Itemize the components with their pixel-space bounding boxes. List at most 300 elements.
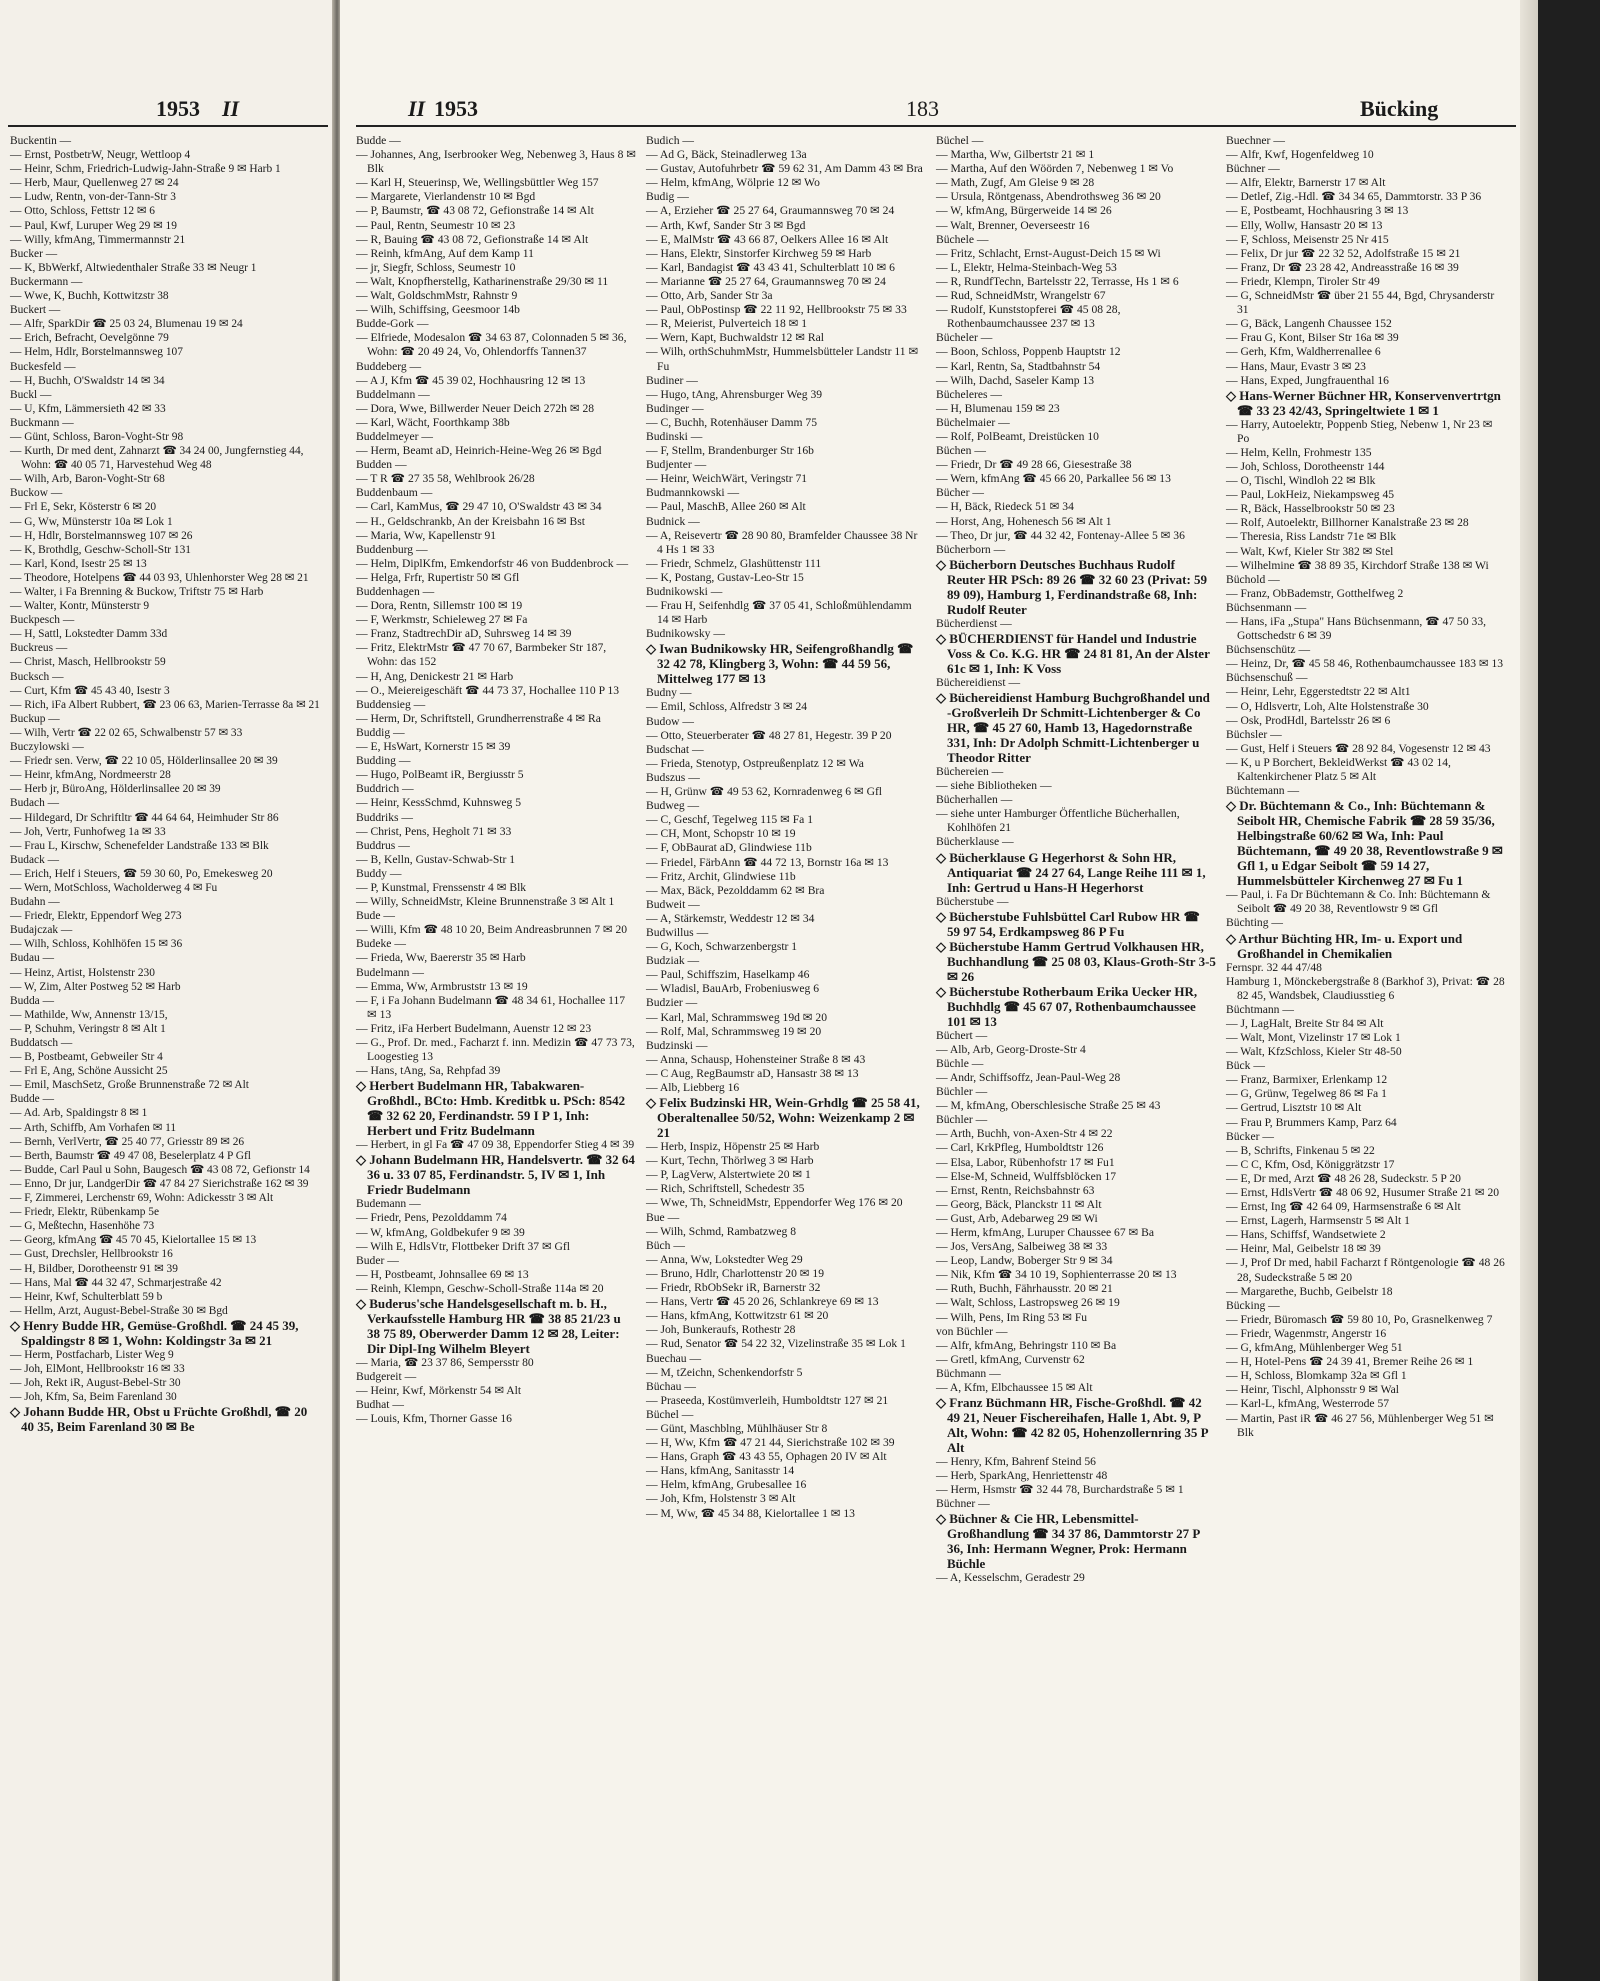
- left-entry: — Ad. Arb, Spaldingstr 8 ✉ 1: [10, 1107, 148, 1120]
- directory-entry: — R, Bauing ☎ 43 08 72, Gefionstraße 14 ✉ Alt: [356, 232, 589, 246]
- directory-entry: Buechau —: [646, 1351, 702, 1365]
- directory-entry: — Karl, Wächt, Foorthkamp 38b: [356, 415, 510, 429]
- directory-entry: Buddensieg —: [356, 697, 426, 711]
- directory-entry: ◇ Herbert Budelmann HR, Tabakwaren-Großhdl., BCto: Hmb. Kreditbk u. PSch: 8542 ☎ 32 62 20, Ferdinandstr. 59 I P 1, Inh: Herbert und Fritz Budelmann: [356, 1078, 626, 1139]
- directory-entry: — W, kfmAng, Goldbekufer 9 ✉ 39: [356, 1225, 525, 1239]
- directory-entry: — A, Erzieher ☎ 25 27 64, Graumannsweg 70 ✉ 24: [646, 204, 895, 218]
- directory-entry: von Büchler —: [936, 1324, 1008, 1338]
- directory-entry: Budow —: [646, 714, 694, 728]
- directory-entry: Buddelmann —: [356, 387, 430, 401]
- directory-entry: Büchmann —: [936, 1366, 1001, 1380]
- directory-entry: — E, HsWart, Kornerstr 15 ✉ 39: [356, 740, 511, 754]
- left-entry: — Kurth, Dr med dent, Zahnarzt ☎ 34 24 00, Jungfernstieg 44, Wohn: ☎ 40 05 71, Harvestehud Weg 48: [10, 445, 304, 472]
- left-entry: Buckup —: [10, 712, 60, 725]
- directory-entry: ◇ Büchner & Cie HR, Lebensmittel-Großhandlung ☎ 34 37 86, Dammtorstr 27 P 36, Inh: Hermann Wegner, Prok: Hermann Büchle: [936, 1511, 1200, 1572]
- directory-entry: ◇ Arthur Büchting HR, Im- u. Export und Großhandel in Chemikalien: [1226, 930, 1463, 961]
- directory-entry: — H, Grünw ☎ 49 53 62, Kornradenweg 6 ✉ Gfl: [646, 785, 883, 799]
- left-entry: — Wern, MotSchloss, Wacholderweg 4 ✉ Fu: [10, 881, 218, 894]
- directory-entry: — Herbert, in gl Fa ☎ 47 09 38, Eppendorfer Stieg 4 ✉ 39: [356, 1138, 635, 1152]
- directory-entry: — Harry, Autoelektr, Poppenb Stieg, Nebenw 1, Nr 23 ✉ Po: [1226, 417, 1493, 445]
- directory-entry: — Friedr, Wagenmstr, Angerstr 16: [1226, 1326, 1387, 1340]
- directory-entry: — B, Schrifts, Finkenau 5 ✉ 22: [1226, 1143, 1375, 1157]
- directory-entry: — Margarethe, Buchb, Geibelstr 18: [1226, 1284, 1393, 1298]
- directory-entry: — H, Ang, Denickestr 21 ✉ Harb: [356, 669, 514, 683]
- directory-entry: — Emma, Ww, Armbruststr 13 ✉ 19: [356, 979, 528, 993]
- directory-entry: — jr, Siegfr, Schloss, Seumestr 10: [356, 260, 516, 274]
- left-page: [0, 0, 336, 1981]
- directory-entry: Budde-Gork —: [356, 317, 429, 331]
- left-entry: Buckmann —: [10, 416, 74, 429]
- directory-entry: Bücheler —: [936, 331, 993, 345]
- directory-entry: — Wladisl, BauArb, Frobeniusweg 6: [646, 982, 820, 996]
- directory-entry: Büchel —: [646, 1407, 694, 1421]
- left-entry: Budahn —: [10, 896, 60, 909]
- directory-entry: — Ernst, Rentn, Reichsbahnstr 63: [936, 1183, 1095, 1197]
- directory-entry: — G., Prof. Dr. med., Facharzt f. inn. Medizin ☎ 47 73 73, Loogestieg 13: [356, 1036, 635, 1064]
- page-number: 183: [906, 96, 939, 121]
- directory-entry: Bude —: [356, 909, 395, 923]
- directory-entry: — Hans, Vertr ☎ 45 20 26, Schlankreye 69 ✉ 13: [646, 1295, 879, 1309]
- directory-entry: — Maria, Ww, Kapellenstr 91: [356, 528, 497, 542]
- directory-entry: — Franz, Barmixer, Erlenkamp 12: [1226, 1073, 1388, 1087]
- left-entry: — Arth, Schiffb, Am Vorhafen ✉ 11: [10, 1121, 177, 1134]
- directory-entry: — Friedr, Pens, Pezolddamm 74: [356, 1211, 507, 1225]
- directory-entry: — Detlef, Zig.-Hdl. ☎ 34 34 65, Dammtorstr. 33 P 36: [1226, 190, 1482, 204]
- directory-entry: Büchner —: [936, 1497, 990, 1511]
- directory-entry: — Elfriede, Modesalon ☎ 34 63 87, Colonnaden 5 ✉ 36, Wohn: ☎ 20 49 24, Vo, Ohlendorffs Tannen37: [356, 331, 627, 359]
- directory-entry: Bücking —: [1226, 1298, 1280, 1312]
- directory-entry: — Gretl, kfmAng, Curvenstr 62: [936, 1352, 1085, 1366]
- left-entry: — H, Bildber, Dorotheenstr 91 ✉ 39: [10, 1262, 178, 1275]
- left-entry: Buckentin —: [10, 135, 72, 147]
- directory-entry: Budszus —: [646, 770, 700, 784]
- directory-entry: — CH, Mont, Schopstr 10 ✉ 19: [646, 827, 796, 841]
- directory-entry: — M, Ww, ☎ 45 34 88, Kielortallee 1 ✉ 13: [646, 1506, 855, 1520]
- directory-entry: Budweg —: [646, 799, 700, 813]
- left-entry: Buckermann —: [10, 275, 83, 288]
- left-entry: — B, Postbeamt, Gebweiler Str 4: [10, 1051, 163, 1064]
- directory-entry: — Wern, Kapt, Buchwaldstr 12 ✉ Ral: [646, 331, 824, 345]
- left-entry: Budajczak —: [10, 924, 73, 937]
- left-entry: — Hildegard, Dr Schriftltr ☎ 44 64 64, Heimhuder Str 86: [10, 811, 279, 824]
- directory-entry: — K, u P Borchert, BekleidWerkst ☎ 43 02 14, Kaltenkirchener Platz 5 ✉ Alt: [1226, 755, 1451, 784]
- directory-entry: Büchsenschütz —: [1226, 643, 1311, 657]
- left-entry: — Budde, Carl Paul u Sohn, Baugesch ☎ 43 08 72, Gefionstr 14: [10, 1163, 310, 1176]
- directory-entry: — G, Koch, Schwarzenbergstr 1: [646, 940, 798, 954]
- left-header-year: 1953: [156, 96, 200, 121]
- directory-entry: — Wwe, Th, SchneidMstr, Eppendorfer Weg 176 ✉ 20: [646, 1196, 903, 1210]
- directory-entry: — A J, Kfm ☎ 45 39 02, Hochhausring 12 ✉ 13: [356, 373, 586, 387]
- directory-entry: Bück —: [1226, 1059, 1265, 1073]
- right-header-part: II: [408, 96, 426, 121]
- left-entry: — Frl E, Sekr, Kösterstr 6 ✉ 20: [10, 501, 157, 514]
- directory-entry: — Gertrud, Lisztstr 10 ✉ Alt: [1226, 1101, 1362, 1115]
- left-entry: Budack —: [10, 853, 60, 866]
- directory-entry: Buddrus —: [356, 838, 410, 852]
- directory-entry: — Jos, VersAng, Salbeiweg 38 ✉ 33: [936, 1240, 1108, 1254]
- directory-entry: — Frau G, Kont, Bilser Str 16a ✉ 39: [1226, 331, 1399, 345]
- directory-entry: — Günt, Maschblng, Mühlhäuser Str 8: [646, 1421, 828, 1435]
- directory-entry: Hamburg 1, Mönckebergstraße 8 (Barkhof 3), Privat: ☎ 28 82 45, Wandsbek, Claudiusstieg 6: [1226, 974, 1505, 1002]
- directory-entry: ◇ Franz Büchmann HR, Fische-Großhdl. ☎ 42 49 21, Neuer Fischereihafen, Halle 1, Abt. 9, P Alt, Wohn: ☎ 42 82 05, Hohenzollernring 35 P Alt: [936, 1395, 1208, 1456]
- directory-entry: — Arth, Buchh, von-Axen-Str 4 ✉ 22: [936, 1127, 1113, 1141]
- directory-entry: — Dora, Wwe, Billwerder Neuer Deich 272h ✉ 28: [356, 401, 595, 415]
- directory-entry: — Heinr, Tischl, Alphonsstr 9 ✉ Wal: [1226, 1383, 1400, 1397]
- left-entry: Buddatsch —: [10, 1037, 73, 1049]
- directory-entry: — Gust, Arb, Adebarweg 29 ✉ Wi: [936, 1211, 1098, 1225]
- directory-entry: — Theo, Dr jur, ☎ 44 32 42, Fontenay-Allee 5 ✉ 36: [936, 528, 1185, 542]
- directory-entry: — Walt, KfzSchloss, Kieler Str 48-50: [1226, 1045, 1402, 1059]
- directory-entry: — Frau P, Brummers Kamp, Parz 64: [1226, 1115, 1397, 1129]
- directory-entry: — Hans, Schiffsf, Wandsetwiete 2: [1226, 1228, 1386, 1242]
- directory-entry: — Franz, StadtrechDir aD, Suhrsweg 14 ✉ 39: [356, 627, 572, 641]
- directory-entry: — H, Hotel-Pens ☎ 24 39 41, Bremer Reihe 26 ✉ 1: [1226, 1355, 1474, 1369]
- directory-entry: — Joh, Bunkeraufs, Rothestr 28: [646, 1323, 796, 1337]
- directory-entry: — Walt, Kwf, Kieler Str 382 ✉ Stel: [1226, 544, 1394, 558]
- directory-entry: ◇ Felix Budzinski HR, Wein-Grhdlg ☎ 25 58 41, Oberaltenallee 50/52, Wohn: Weizenkamp 2 ✉ 21: [646, 1095, 920, 1141]
- directory-entry: — L, Elektr, Helma-Steinbach-Weg 53: [936, 260, 1117, 274]
- directory-entry: — J, LagHalt, Breite Str 84 ✉ Alt: [1226, 1016, 1384, 1030]
- directory-entry: Büchner —: [1226, 162, 1280, 176]
- directory-entry: ◇ Hans-Werner Büchner HR, Konservenvertrtgn ☎ 33 23 42/43, Springeltwiete 1 ✉ 1: [1226, 387, 1501, 418]
- left-entry: — Ludw, Rentn, von-der-Tann-Str 3: [10, 191, 176, 204]
- directory-entry: Budich —: [646, 134, 694, 147]
- directory-entry: — Anna, Schausp, Hohensteiner Straße 8 ✉ 43: [646, 1052, 866, 1066]
- directory-entry: — Frieda, Stenotyp, Ostpreußenplatz 12 ✉ Wa: [646, 756, 864, 770]
- directory-entry: — Fritz, Schlacht, Ernst-August-Deich 15 ✉ Wi: [936, 246, 1161, 260]
- directory-entry: — F, i Fa Johann Budelmann ☎ 48 34 61, Hochallee 117 ✉ 13: [356, 993, 626, 1021]
- directory-entry: — Paul, i. Fa Dr Büchtemann & Co. Inh: Büchtemann & Seibolt ☎ 49 20 38, Reventlowstr 9 ✉ Gfl: [1226, 888, 1491, 916]
- directory-entry: Bücherborn —: [936, 542, 1006, 556]
- left-entry: — Heinr, Kwf, Schulterblatt 59 b: [10, 1290, 163, 1303]
- directory-entry: — H, Schloss, Blomkamp 32a ✉ Gfl 1: [1226, 1369, 1407, 1383]
- directory-entry: Budnikowski —: [646, 585, 723, 598]
- directory-entry: — Heinz, Dr, ☎ 45 58 46, Rothenbaumchaussee 183 ✉ 13: [1226, 657, 1504, 671]
- left-entry: Buckesfeld —: [10, 360, 76, 373]
- left-entry: — Walter, Kontr, Münsterstr 9: [10, 600, 150, 613]
- left-entry: — Theodore, Hotelpens ☎ 44 03 93, Uhlenhorster Weg 28 ✉ 21: [10, 571, 309, 584]
- directory-entry: — Andr, Schiffsoffz, Jean-Paul-Weg 28: [936, 1070, 1121, 1084]
- left-entry: — Wilh, Arb, Baron-Voght-Str 68: [10, 473, 165, 486]
- left-entry: — Herb, Maur, Quellenweg 27 ✉ 24: [10, 177, 179, 190]
- directory-entry: — P, LagVerw, Alstertwiete 20 ✉ 1: [646, 1168, 811, 1182]
- directory-entry: Budny —: [646, 686, 692, 700]
- directory-entry: Bücherstube —: [936, 894, 1009, 908]
- left-entry: Buckreus —: [10, 642, 68, 655]
- left-entry: — Frl E, Ang, Schöne Aussicht 25: [10, 1065, 168, 1078]
- directory-entry: Budding —: [356, 754, 411, 768]
- directory-entry: — Reinh, Klempn, Geschw-Scholl-Straße 114a ✉ 20: [356, 1281, 604, 1295]
- directory-entry: — Rich, Schriftstell, Schedestr 35: [646, 1182, 805, 1196]
- directory-entry: Büchsenschuß —: [1226, 671, 1308, 685]
- directory-entry: — C, Geschf, Tegelweg 115 ✉ Fa 1: [646, 813, 813, 827]
- left-entry: Budda —: [10, 994, 54, 1007]
- left-entry: — Heinr, kfmAng, Nordmeerstr 28: [10, 769, 171, 782]
- directory-entry: — A, Reisevertr ☎ 28 90 80, Bramfelder Chaussee 38 Nr 4 Hs 1 ✉ 33: [646, 528, 918, 556]
- directory-entry: — O, Hdlsvertr, Loh, Alte Holstenstraße 30: [1226, 699, 1429, 713]
- directory-entry: — G, Grünw, Tegelweg 86 ✉ Fa 1: [1226, 1087, 1387, 1101]
- left-entry: — Joh, Vertr, Funhofweg 1a ✉ 33: [10, 825, 166, 838]
- directory-entry: — Hans, Maur, Evastr 3 ✉ 23: [1226, 359, 1366, 373]
- directory-entry: Budmannkowski —: [646, 486, 740, 500]
- directory-entry: ◇ Bücherstube Rotherbaum Erika Uecker HR, Buchhdlg ☎ 45 67 07, Rothenbaumchaussee 101 ✉ 13: [936, 983, 1198, 1029]
- directory-entry: — Friedr, Dr ☎ 49 28 66, Giesestraße 38: [936, 458, 1132, 472]
- left-entry: — P, Schuhm, Veringstr 8 ✉ Alt 1: [10, 1022, 166, 1035]
- directory-entry: — A, Kesselschm, Geradestr 29: [936, 1571, 1085, 1585]
- directory-entry: — Rolf, Mal, Schrammsweg 19 ✉ 20: [646, 1024, 822, 1038]
- directory-entry: Budinger —: [646, 401, 704, 415]
- left-entry: Buckert —: [10, 304, 61, 317]
- directory-entry: Büchle —: [936, 1056, 984, 1070]
- left-entry: — Otto, Schloss, Fettstr 12 ✉ 6: [10, 205, 155, 218]
- directory-entry: Bücherdienst —: [936, 616, 1012, 630]
- directory-entry: Budziak —: [646, 954, 700, 968]
- directory-entry: — Alfr, Elektr, Barnerstr 17 ✉ Alt: [1226, 176, 1386, 190]
- left-entry: Budau —: [10, 952, 54, 965]
- directory-entry: — Helm, DiplKfm, Emkendorfstr 46 von Buddenbrock —: [356, 556, 629, 570]
- directory-entry: Buddenhagen —: [356, 585, 435, 598]
- directory-entry: — Friedr, Büromasch ☎ 59 80 10, Po, Grasnelkenweg 7: [1226, 1312, 1493, 1326]
- directory-entry: — R, Bäck, Hasselbrookstr 50 ✉ 23: [1226, 502, 1395, 516]
- right-column-2: [646, 134, 926, 1521]
- directory-entry: — Gerh, Kfm, Waldherrenallee 6: [1226, 345, 1381, 359]
- directory-entry: Fernspr. 32 44 47/48: [1226, 960, 1322, 974]
- left-entry: — G, Ww, Münsterstr 10a ✉ Lok 1: [10, 515, 173, 528]
- directory-entry: Büchel —: [936, 134, 984, 147]
- left-entry: — Willy, kfmAng, Timmermannstr 21: [10, 233, 186, 246]
- directory-entry: Büch —: [646, 1238, 685, 1252]
- left-entry: — Joh, Kfm, Sa, Beim Farenland 30: [10, 1391, 177, 1404]
- left-entry: — Alfr, SparkDir ☎ 25 03 24, Blumenau 19 ✉ 24: [10, 318, 243, 331]
- directory-entry: — H, Blumenau 159 ✉ 23: [936, 401, 1060, 415]
- directory-entry: — Hans, iFa „Stupa" Hans Büchsenmann, ☎ 47 50 33, Gottschedstr 6 ✉ 39: [1226, 615, 1487, 643]
- directory-entry: — Paul, Rentn, Seumestr 10 ✉ 23: [356, 218, 516, 232]
- directory-entry: — Nik, Kfm ☎ 34 10 19, Sophienterrasse 20 ✉ 13: [936, 1268, 1177, 1282]
- directory-entry: — Marianne ☎ 25 27 64, Graumannsweg 70 ✉ 24: [646, 274, 886, 288]
- directory-entry: — Karl, Bandagist ☎ 43 43 41, Schulterblatt 10 ✉ 6: [646, 260, 895, 274]
- directory-entry: — F, Werkmstr, Schieleweg 27 ✉ Fa: [356, 613, 528, 627]
- directory-entry: Bücheleres —: [936, 387, 1002, 401]
- directory-entry: — Emil, Schloss, Alfredstr 3 ✉ 24: [646, 700, 808, 714]
- left-entry: — F, Zimmerei, Lerchenstr 69, Wohn: Adickesstr 3 ✉ Alt: [10, 1192, 274, 1205]
- directory-entry: — Georg, Bäck, Planckstr 11 ✉ Alt: [936, 1197, 1102, 1211]
- directory-entry: — Fritz, ElektrMstr ☎ 47 70 67, Barmbeker Str 187, Wohn: das 152: [356, 641, 607, 669]
- left-entry: — Berth, Baumstr ☎ 49 47 08, Beselerplatz 4 P Gfl: [10, 1149, 251, 1162]
- directory-entry: — Wilh, Pens, Im Ring 53 ✉ Fu: [936, 1310, 1088, 1324]
- directory-entry: — Friedel, FärbAnn ☎ 44 72 13, Bornstr 16a ✉ 13: [646, 855, 889, 869]
- left-entry: — Enno, Dr jur, LandgerDir ☎ 47 84 27 Sierichstraße 162 ✉ 39: [10, 1177, 309, 1190]
- directory-entry: — Wilh, Schiffsing, Geesmoor 14b: [356, 303, 520, 317]
- left-entry: — H, Hdlr, Borstelmannsweg 107 ✉ 26: [10, 529, 193, 542]
- right-column-3: [936, 134, 1216, 1586]
- left-entry: — H, Sattl, Lokstedter Damm 33d: [10, 628, 168, 641]
- left-entry: — Wilh, Vertr ☎ 22 02 65, Schwalbenstr 57 ✉ 33: [10, 726, 243, 739]
- directory-entry: — Fritz, Archit, Glindwiese 11b: [646, 869, 796, 883]
- directory-entry: — Ernst, HdlsVertr ☎ 48 06 92, Husumer Straße 21 ✉ 20: [1226, 1186, 1500, 1199]
- directory-entry: Büchau —: [646, 1379, 696, 1393]
- directory-entry: — Friedr, Klempn, Tiroler Str 49: [1226, 274, 1380, 288]
- directory-entry: — F, Schloss, Meisenstr 25 Nr 415: [1226, 232, 1389, 246]
- directory-entry: — F, ObBaurat aD, Glindwiese 11b: [646, 841, 812, 855]
- directory-entry: ◇ Dr. Büchtemann & Co., Inh: Büchtemann & Seibolt HR, Chemische Fabrik ☎ 28 59 35/36, Helbingstraße 60/62 ✉ Wa, Inh: Paul Büchtemann, ☎ 49 20 38, Reventlowstraße 9 ✉ Gfl 1, u Edgar Seibolt ☎ 59 14 27, Hummelsbütteler Kirchenweg 27 ✉ Fu 1: [1226, 798, 1503, 889]
- directory-entry: — Wilh E, HdlsVtr, Flottbeker Drift 37 ✉ Gfl: [356, 1239, 571, 1253]
- directory-entry: — Ursula, Röntgenass, Abendrothsweg 36 ✉ 20: [936, 190, 1161, 204]
- directory-entry: — C C, Kfm, Osd, Königgrätzstr 17: [1226, 1157, 1395, 1171]
- directory-entry: Buder —: [356, 1253, 399, 1267]
- directory-entry: — Leop, Landw, Boberger Str 9 ✉ 34: [936, 1254, 1113, 1268]
- directory-entry: Büchold —: [1226, 572, 1280, 586]
- right-column-4: [1226, 134, 1506, 1440]
- directory-entry: — Alb, Arb, Georg-Droste-Str 4: [936, 1042, 1086, 1056]
- right-page: [340, 0, 1538, 1981]
- right-header-rule: [356, 125, 1516, 127]
- directory-entry: — Karl H, Steuerinsp, We, Wellingsbüttler Weg 157: [356, 176, 599, 190]
- directory-entry: — Hans, Graph ☎ 43 43 55, Ophagen 20 IV ✉ Alt: [646, 1450, 887, 1464]
- left-entry: — Herb jr, BüroAng, Hölderlinsallee 20 ✉ 39: [10, 783, 221, 796]
- directory-entry: — Christ, Pens, Hegholt 71 ✉ 33: [356, 824, 512, 838]
- left-entry: — U, Kfm, Lämmersieth 42 ✉ 33: [10, 402, 166, 415]
- directory-entry: — Heinr, WeichWärt, Veringstr 71: [646, 472, 808, 486]
- directory-entry: — Hans, Exped, Jungfrauenthal 16: [1226, 373, 1389, 387]
- directory-entry: Budnikowsky —: [646, 627, 725, 641]
- directory-entry: — Willy, SchneidMstr, Kleine Brunnenstraße 3 ✉ Alt 1: [356, 895, 615, 909]
- left-entry: — Hans, Mal ☎ 44 32 47, Schmarjestraße 42: [10, 1276, 222, 1289]
- directory-entry: — Felix, Dr jur ☎ 22 32 52, Adolfstraße 15 ✉ 21: [1226, 246, 1461, 260]
- directory-entry: — Hans, kfmAng, Sanitasstr 14: [646, 1464, 795, 1478]
- directory-entry: Büchtemann —: [1226, 784, 1300, 798]
- directory-entry: — Dora, Rentn, Sillemstr 100 ✉ 19: [356, 599, 523, 613]
- directory-entry: — Rolf, Autoelektr, Billhorner Kanalstraße 23 ✉ 28: [1226, 516, 1469, 530]
- directory-entry: — H, Ww, Kfm ☎ 47 21 44, Sierichstraße 102 ✉ 39: [646, 1436, 895, 1450]
- left-entry: — Helm, Hdlr, Borstelmannsweg 107: [10, 346, 183, 359]
- left-entry: — Wilh, Schloss, Kohlhöfen 15 ✉ 36: [10, 938, 183, 951]
- page-edge: [1520, 0, 1540, 1981]
- directory-entry: — Otto, Arb, Sander Str 3a: [646, 289, 773, 303]
- directory-entry: Büchtmann —: [1226, 1002, 1294, 1016]
- directory-entry: — Maria, ☎ 23 37 86, Sempersstr 80: [356, 1356, 534, 1370]
- directory-entry: — Else-M, Schneid, Wulffsblöcken 17: [936, 1169, 1117, 1183]
- directory-entry: ◇ BÜCHERDIENST für Handel und Industrie Voss & Co. K.G. HR ☎ 24 81 81, An der Alster 61c ✉ 1, Inh: K Voss: [936, 630, 1210, 676]
- directory-entry: — Osk, ProdHdl, Bartelsstr 26 ✉ 6: [1226, 713, 1391, 727]
- directory-entry: — E, MalMstr ☎ 43 66 87, Oelkers Allee 16 ✉ Alt: [646, 232, 889, 246]
- directory-entry: — E, Dr med, Arzt ☎ 48 26 28, Sudeckstr. 5 P 20: [1226, 1171, 1461, 1185]
- directory-entry: — F, Stellm, Brandenburger Str 16b: [646, 444, 814, 458]
- directory-entry: — C, Buchh, Rotenhäuser Damm 75: [646, 415, 817, 429]
- directory-entry: — Walt, Mont, Vizelinstr 17 ✉ Lok 1: [1226, 1030, 1401, 1044]
- directory-entry: — C Aug, RegBaumstr aD, Hansastr 38 ✉ 13: [646, 1066, 859, 1080]
- directory-entry: — Herm, Beamt aD, Heinrich-Heine-Weg 26 ✉ Bgd: [356, 444, 602, 458]
- directory-entry: — Karl-L, kfmAng, Westerrode 57: [1226, 1397, 1390, 1411]
- directory-entry: — Walt, Brenner, Oeverseestr 16: [936, 218, 1090, 232]
- directory-entry: — Paul, ObPostinsp ☎ 22 11 92, Hellbrookstr 75 ✉ 33: [646, 303, 907, 317]
- directory-entry: — O, Tischl, Windloh 22 ✉ Blk: [1226, 474, 1376, 488]
- left-entry: ◇ Henry Budde HR, Gemüse-Großhdl. ☎ 24 45 39, Spaldingstr 8 ✉ 1, Wohn: Koldingstr 3a ✉ 21: [10, 1317, 299, 1348]
- left-entry: — Paul, Kwf, Luruper Weg 29 ✉ 19: [10, 219, 177, 232]
- directory-entry: Buddelmeyer —: [356, 429, 433, 443]
- directory-entry: — Walt, GoldschmMstr, Rahnstr 9: [356, 289, 518, 303]
- directory-entry: — T R ☎ 27 35 58, Wehlbrook 26/28: [356, 472, 535, 486]
- left-entry: — Friedr, Elektr, Rübenkamp 5e: [10, 1206, 160, 1219]
- directory-entry: — G, Bäck, Langenh Chaussee 152: [1226, 317, 1392, 331]
- directory-entry: — Carl, KamMus, ☎ 29 47 10, O'Swaldstr 43 ✉ 34: [356, 500, 602, 514]
- directory-entry: Buddeberg —: [356, 359, 422, 373]
- right-column-1: [356, 134, 636, 1427]
- directory-entry: — Elsa, Labor, Rübenhofstr 17 ✉ Fu1: [936, 1155, 1115, 1169]
- left-entry: — W, Zim, Alter Postweg 52 ✉ Harb: [10, 980, 181, 993]
- directory-entry: — Rudolf, Kunststopferei ☎ 45 08 28, Rothenbaumchaussee 237 ✉ 13: [936, 303, 1121, 331]
- directory-entry: — Herm, Hsmstr ☎ 32 44 78, Burchardstraße 5 ✉ 1: [936, 1483, 1184, 1497]
- left-entry: — Bernh, VerlVertr, ☎ 25 40 77, Griesstr 89 ✉ 26: [10, 1135, 245, 1148]
- left-entry: — Herm, Postfacharb, Lister Weg 9: [10, 1348, 174, 1361]
- directory-entry: ◇ Bücherstube Fuhlsbüttel Carl Rubow HR ☎ 59 97 54, Erdkampsweg 86 P Fu: [936, 908, 1200, 939]
- directory-entry: Budgereit —: [356, 1370, 417, 1384]
- left-entry: — Joh, Rekt iR, August-Bebel-Str 30: [10, 1377, 181, 1390]
- left-entry: — K, Brothdlg, Geschw-Scholl-Str 131: [10, 543, 191, 556]
- directory-entry: Büchler —: [936, 1085, 988, 1099]
- directory-entry: ◇ Bücherstube Hamm Gertrud Volkhausen HR, Buchhandlung ☎ 25 08 03, Klaus-Groth-Str 3-5 ✉ 26: [936, 938, 1216, 984]
- directory-entry: — Hugo, PolBeamt iR, Bergiusstr 5: [356, 768, 524, 782]
- directory-entry: ◇ Iwan Budnikowsky HR, Seifengroßhandlg ☎ 32 42 78, Klingberg 3, Wohn: ☎ 44 59 56, Mittelweg 177 ✉ 13: [646, 641, 914, 687]
- directory-entry: Büchert —: [936, 1028, 988, 1042]
- directory-entry: — Carl, KrkPfleg, Humboldtstr 126: [936, 1141, 1104, 1155]
- directory-entry: — K, Postang, Gustav-Leo-Str 15: [646, 570, 804, 584]
- directory-entry: — G, SchneidMstr ☎ über 21 55 44, Bgd, Chrysanderstr 31: [1226, 289, 1495, 317]
- directory-entry: — Helm, kfmAng, Grubesallee 16: [646, 1478, 807, 1492]
- left-entry: — Heinr, Schm, Friedrich-Ludwig-Jahn-Straße 9 ✉ Harb 1: [10, 163, 281, 176]
- directory-entry: — R, Meierist, Pulverteich 18 ✉ 1: [646, 317, 808, 331]
- directory-entry: Bücherhallen —: [936, 793, 1013, 807]
- directory-entry: — Joh, Kfm, Holstenstr 3 ✉ Alt: [646, 1492, 796, 1506]
- scanner-background: [1538, 0, 1600, 1981]
- left-entry: — Heinz, Artist, Holstenstr 230: [10, 966, 155, 979]
- directory-entry: — Hans, Elektr, Sinstorfer Kirchweg 59 ✉ Harb: [646, 246, 872, 260]
- left-entry: — Ernst, PostbetrW, Neugr, Wettloop 4: [10, 149, 191, 162]
- directory-entry: — H, Postbeamt, Johnsallee 69 ✉ 13: [356, 1267, 529, 1281]
- directory-entry: Büchereien —: [936, 765, 1004, 778]
- directory-entry: — siehe unter Hamburger Öffentliche Bücherhallen, Kohlhöfen 21: [936, 807, 1180, 835]
- left-entry: — Joh, ElMont, Hellbrookstr 16 ✉ 33: [10, 1362, 185, 1375]
- directory-entry: Bue —: [646, 1210, 680, 1224]
- directory-entry: — Frau H, Seifenhdlg ☎ 37 05 41, Schloßmühlendamm 14 ✉ Harb: [646, 599, 912, 627]
- directory-entry: — M, tZeichn, Schenkendorfstr 5: [646, 1365, 803, 1379]
- directory-entry: — Arth, Kwf, Sander Str 3 ✉ Bgd: [646, 218, 806, 232]
- directory-entry: — Bruno, Hdlr, Charlottenstr 20 ✉ 19: [646, 1266, 824, 1280]
- left-entry: Budde —: [10, 1093, 54, 1106]
- directory-entry: — Alfr, Kwf, Hogenfeldweg 10: [1226, 148, 1374, 162]
- directory-entry: — Helm, Kelln, Frohmestr 135: [1226, 445, 1372, 459]
- directory-entry: Budde —: [356, 134, 401, 147]
- directory-entry: — H., Geldschrankb, An der Kreisbahn 16 ✉ Bst: [356, 514, 585, 528]
- directory-entry: — Ernst, Ing ☎ 42 64 09, Harmsenstraße 6 ✉ Alt: [1226, 1200, 1461, 1214]
- left-entry: — Wwe, K, Buchh, Kottwitzstr 38: [10, 290, 169, 303]
- directory-entry: Budjenter —: [646, 458, 707, 472]
- left-entry: — Friedr sen. Verw, ☎ 22 10 05, Hölderlinsallee 20 ✉ 39: [10, 755, 278, 768]
- left-entry: Budach —: [10, 797, 60, 810]
- left-entry: — H, Buchh, O'Swaldstr 14 ✉ 34: [10, 374, 165, 387]
- directory-entry: — Max, Bäck, Pezolddamm 62 ✉ Bra: [646, 883, 825, 897]
- directory-entry: Budden —: [356, 458, 407, 472]
- left-entry: — Emil, MaschSetz, Große Brunnenstraße 72 ✉ Alt: [10, 1079, 249, 1092]
- directory-entry: Buddenburg —: [356, 542, 428, 556]
- directory-entry: — Heinr, KessSchmd, Kuhnsweg 5: [356, 796, 522, 810]
- directory-entry: — Fritz, iFa Herbert Budelmann, Auenstr 12 ✉ 23: [356, 1021, 592, 1035]
- left-entry: — K, BbWerkf, Altwiedenthaler Straße 33 ✉ Neugr 1: [10, 261, 257, 274]
- left-entry: — Georg, kfmAng ☎ 45 70 45, Kielortallee 15 ✉ 13: [10, 1234, 257, 1247]
- directory-entry: ◇ Bücherborn Deutsches Buchhaus Rudolf Reuter HR PSch: 89 26 ☎ 32 60 23 (Privat: 59 89 09), Hamburg 1, Ferdinandstraße 68, Inh: Rudolf Reuter: [936, 556, 1208, 617]
- directory-entry: Bücher —: [936, 486, 984, 500]
- directory-entry: — Hans, kfmAng, Kottwitzstr 61 ✉ 20: [646, 1309, 829, 1323]
- directory-entry: — Martin, Past iR ☎ 46 27 56, Mühlenberger Weg 51 ✉ Blk: [1226, 1411, 1494, 1439]
